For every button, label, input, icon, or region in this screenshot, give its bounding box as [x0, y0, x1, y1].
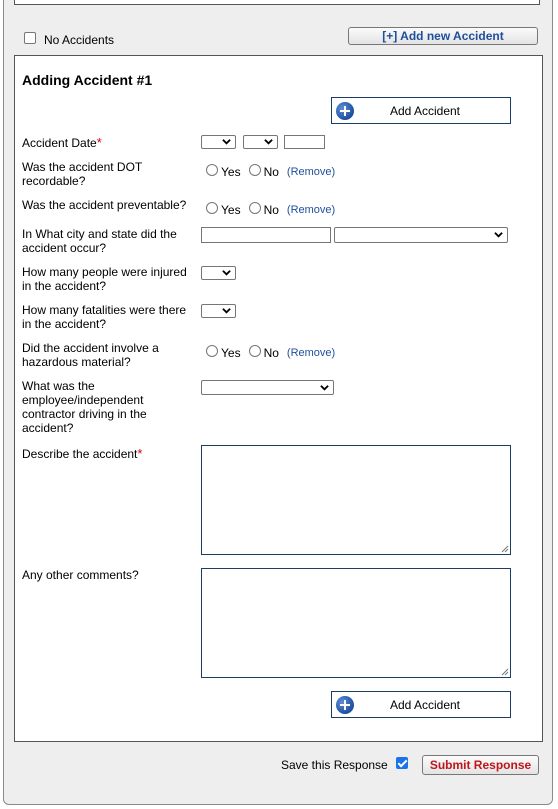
preventable-yes-radio[interactable]: [206, 202, 218, 214]
no-label: No: [263, 346, 279, 360]
panel-title: Adding Accident #1: [22, 72, 153, 88]
describe-text: Describe the accident: [22, 447, 138, 461]
resize-grip-icon[interactable]: [501, 668, 509, 676]
fatalities-select[interactable]: [201, 304, 236, 318]
hazmat-yes-radio[interactable]: [206, 345, 218, 357]
dot-no-radio[interactable]: [249, 164, 261, 176]
city-state-label: In What city and state did the accident occur?: [22, 227, 177, 255]
comments-label: Any other comments?: [22, 568, 139, 582]
previous-section-box: [14, 0, 540, 5]
date-month-select[interactable]: [201, 135, 236, 149]
chevron-down-icon: [222, 137, 231, 146]
dot-recordable-label: Was the accident DOT recordable?: [22, 160, 143, 188]
no-accidents-label: No Accidents: [44, 33, 115, 47]
hazmat-remove-link[interactable]: (Remove): [286, 347, 336, 359]
plus-circle-icon: [336, 102, 354, 120]
add-accident-label: Add Accident: [389, 697, 461, 712]
chevron-down-icon: [222, 306, 231, 315]
hazmat-label: Did the accident involve a hazardous material?: [22, 341, 159, 369]
accident-panel: [14, 55, 543, 742]
chevron-down-icon: [494, 230, 503, 239]
no-label: No: [263, 165, 279, 179]
dot-remove-link[interactable]: (Remove): [286, 166, 336, 178]
add-accident-button-top[interactable]: [331, 97, 511, 124]
required-mark: *: [96, 135, 102, 150]
save-response-label: Save this Response: [281, 758, 388, 772]
required-mark: *: [137, 446, 143, 461]
state-select[interactable]: [334, 227, 508, 243]
no-label: No: [263, 203, 279, 217]
comments-textarea[interactable]: [201, 568, 511, 678]
fatalities-label: How many fatalities were there in the accident?: [22, 303, 187, 331]
injured-label: How many people were injured in the accident?: [22, 265, 187, 293]
preventable-remove-link[interactable]: (Remove): [286, 204, 336, 216]
chevron-down-icon: [264, 137, 273, 146]
dot-yes-radio[interactable]: [206, 164, 218, 176]
chevron-down-icon: [222, 268, 231, 277]
hazmat-no-radio[interactable]: [249, 345, 261, 357]
add-accident-label: Add Accident: [389, 103, 461, 118]
driving-label: What was the employee/independent contractor driving in the accident?: [22, 379, 147, 435]
date-day-select[interactable]: [243, 135, 278, 149]
no-accidents-checkbox[interactable]: [24, 32, 36, 44]
vehicle-select[interactable]: [201, 380, 334, 395]
city-input[interactable]: [201, 227, 331, 243]
accident-date-text: Accident Date: [22, 136, 97, 150]
no-accidents-option[interactable]: [24, 29, 114, 47]
preventable-no-radio[interactable]: [249, 202, 261, 214]
accident-date-label: [22, 136, 192, 150]
preventable-label: Was the accident preventable?: [22, 198, 187, 212]
dot-recordable-radios: [206, 163, 335, 177]
yes-label: Yes: [221, 346, 241, 360]
resize-grip-icon[interactable]: [501, 545, 509, 553]
describe-textarea[interactable]: [201, 445, 511, 555]
date-year-input[interactable]: [284, 135, 325, 149]
plus-circle-icon: [336, 696, 354, 714]
injured-select[interactable]: [201, 266, 236, 280]
describe-label: [22, 447, 192, 461]
yes-label: Yes: [221, 203, 241, 217]
yes-label: Yes: [221, 165, 241, 179]
save-response-checkbox[interactable]: [396, 757, 408, 769]
add-accident-button-bottom[interactable]: [331, 691, 511, 718]
chevron-down-icon: [320, 383, 329, 392]
submit-response-button[interactable]: Submit Response: [422, 755, 539, 775]
save-response-option[interactable]: [281, 756, 408, 770]
hazmat-radios: [206, 344, 335, 358]
preventable-radios: [206, 201, 335, 215]
add-new-accident-button[interactable]: [+] Add new Accident: [348, 27, 538, 45]
